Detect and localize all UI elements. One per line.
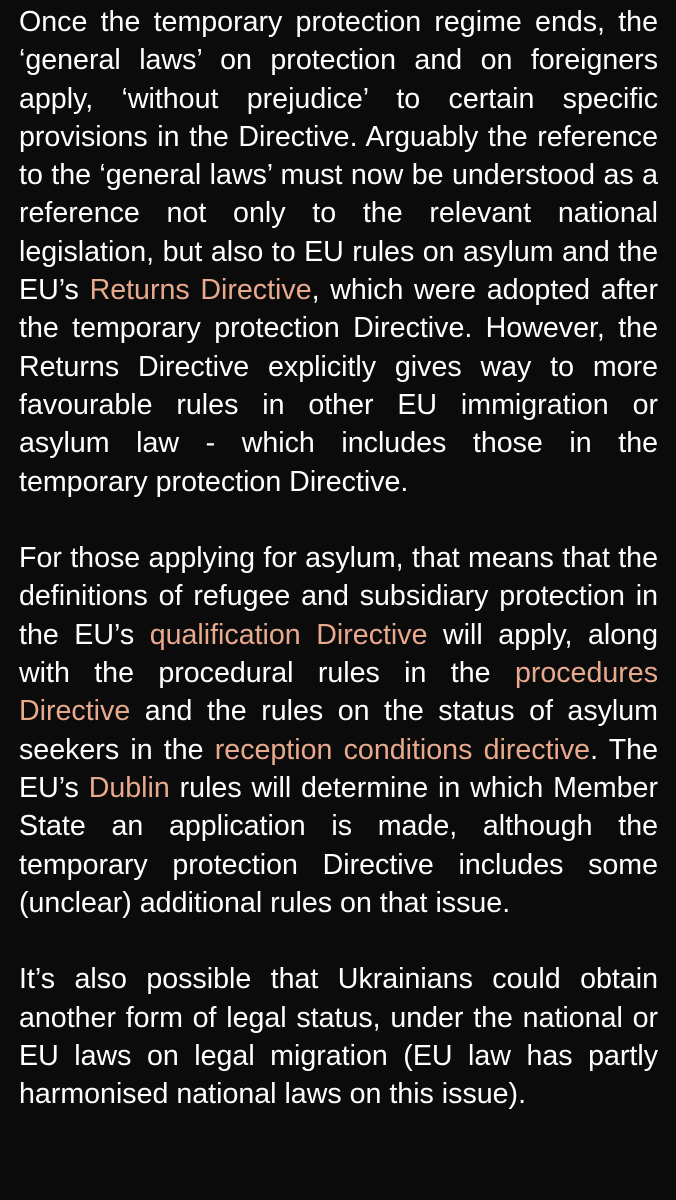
procedures-directive-link[interactable]: procedures Directive xyxy=(19,657,658,728)
qualification-directive-link[interactable]: qualification Directive xyxy=(149,618,428,651)
paragraph-2-text-3: and the rules on the status of asylum seekers in the xyxy=(19,695,658,766)
paragraph-1-text-2: , which were adopted after the temporary protection Directive. However, the Returns Directive explicitly gives way to more favourable rules in other EU immigration or asylum law - which includes those in the temporary protection Directive. xyxy=(19,274,658,498)
paragraph-2 xyxy=(19,539,658,922)
paragraph-1 xyxy=(19,3,658,501)
paragraph-1-text-1: Once the temporary protection regime ends, the ‘general laws’ on protection and on foreigners apply, ‘without prejudice’ to certain specific provisions in the Directive. Arguably the reference to the ‘general laws’ must now be understood as a reference not only to the relevant national legislation, but also to EU rules on asylum and the EU’s xyxy=(19,6,658,307)
paragraph-3 xyxy=(19,960,658,1113)
paragraph-3-text-1: It’s also possible that Ukrainians could obtain another form of legal status, under the national or EU laws on legal migration (EU law has partly harmonised national laws on this issue). xyxy=(19,963,658,1111)
dublin-link[interactable]: Dublin xyxy=(88,771,170,804)
reception-conditions-directive-link[interactable]: reception conditions directive xyxy=(214,733,591,766)
paragraph-2-text-2: will apply, along with the procedural rules in the xyxy=(19,618,658,690)
paragraph-2-text-1: For those applying for asylum, that means that the definitions of refugee and subsidiary protection in the EU’s xyxy=(19,542,658,651)
returns-directive-link[interactable]: Returns Directive xyxy=(89,274,312,307)
paragraph-2-text-5: rules will determine in which Member State an application is made, although the temporary protection Directive includes some (unclear) additional rules on that issue. xyxy=(19,771,658,919)
paragraph-2-text-4: . The EU’s xyxy=(19,733,658,804)
